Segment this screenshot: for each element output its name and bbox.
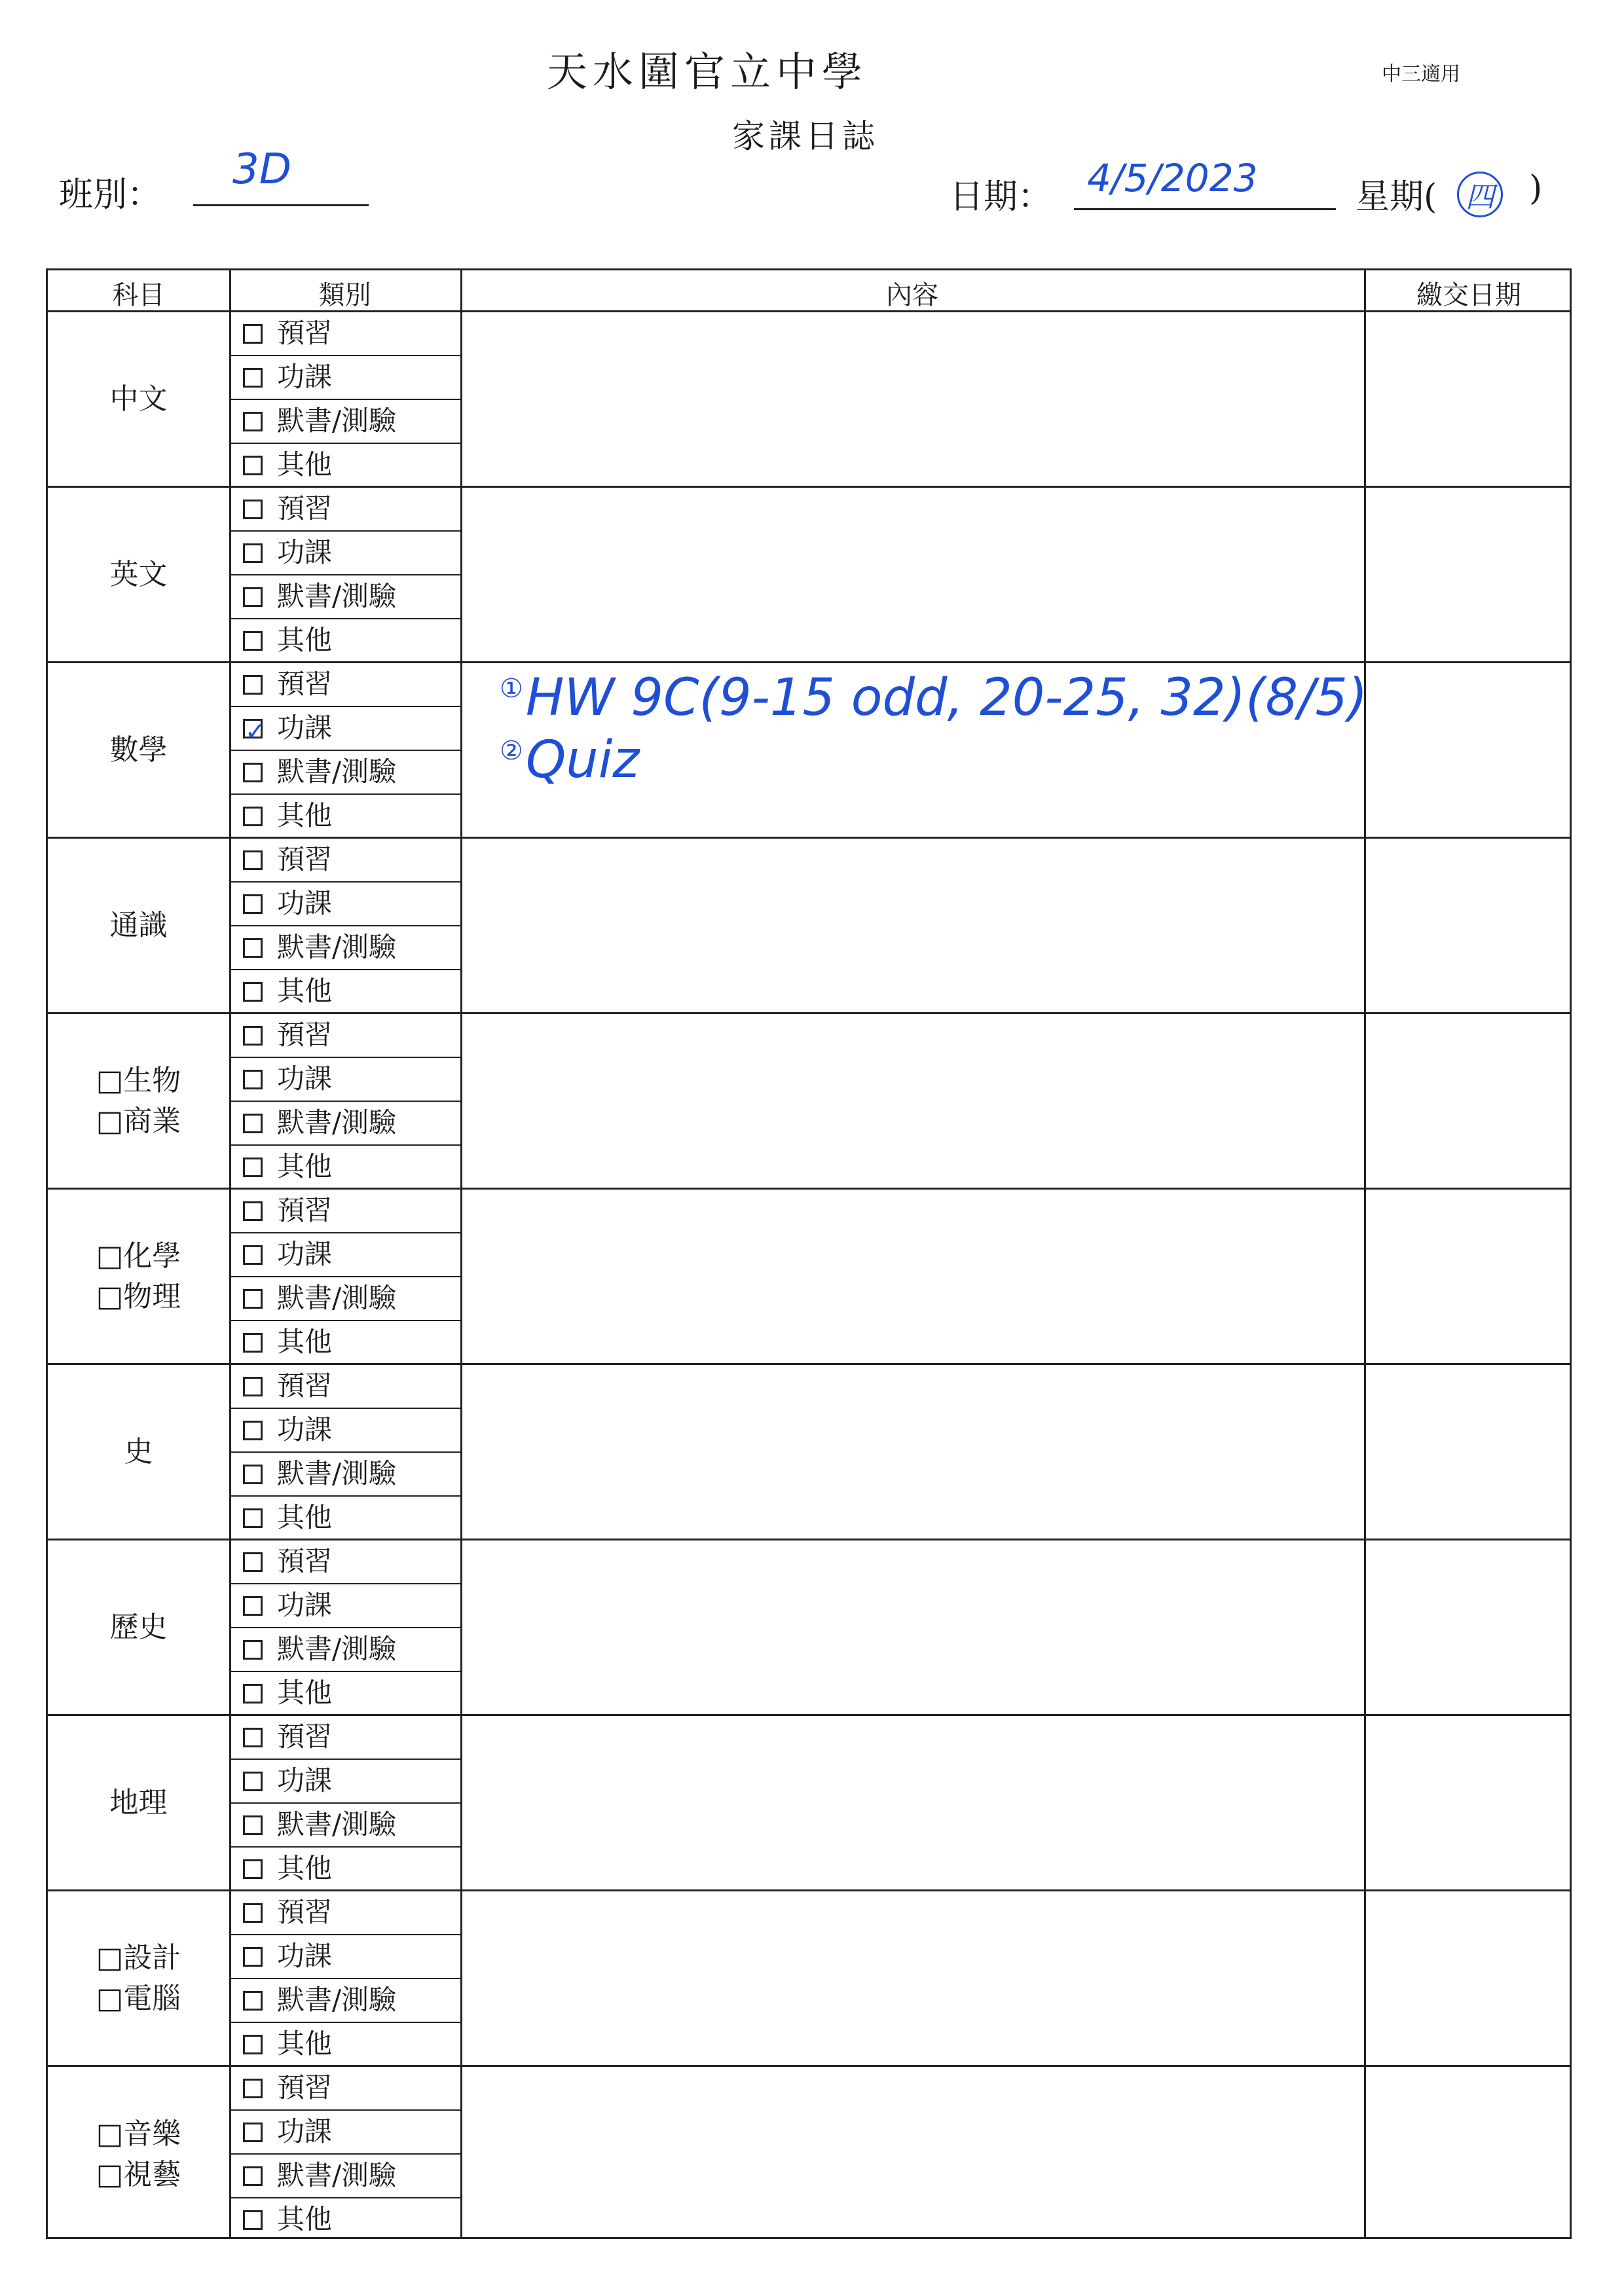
- category-label: 預習: [277, 1545, 333, 1577]
- category-label: 默書/測驗: [277, 1282, 397, 1314]
- item-number-marker: ①: [500, 674, 523, 704]
- category-option[interactable]: [231, 1233, 460, 1277]
- category-checkbox[interactable]: [243, 2035, 263, 2054]
- category-option[interactable]: [231, 970, 460, 1014]
- school-name: 天水圍官立中學: [546, 48, 868, 96]
- category-checkbox[interactable]: [243, 1772, 263, 1791]
- subject-name: 中文: [109, 382, 168, 416]
- category-label: 功課: [277, 1413, 333, 1446]
- category-label: 預習: [277, 843, 333, 875]
- category-option[interactable]: [231, 2111, 460, 2155]
- subject-name: 歷史: [109, 1610, 168, 1644]
- subject-cell: [48, 663, 229, 839]
- category-option[interactable]: [231, 1760, 460, 1804]
- header-subject: 科目: [112, 280, 165, 310]
- category-label: 其他: [277, 624, 333, 656]
- category-checkbox[interactable]: [243, 1333, 263, 1353]
- category-checkbox[interactable]: [243, 1859, 263, 1879]
- category-checkbox[interactable]: [243, 719, 263, 738]
- category-label: 其他: [277, 448, 333, 481]
- category-option[interactable]: [231, 1628, 460, 1672]
- category-label: 功課: [277, 536, 333, 568]
- category-label: 默書/測驗: [277, 931, 397, 963]
- category-checkbox[interactable]: [243, 1596, 263, 1616]
- table-header-row: [48, 270, 1570, 312]
- category-label: 預習: [277, 1019, 333, 1051]
- category-option[interactable]: [231, 2067, 460, 2111]
- category-option[interactable]: [231, 1848, 460, 1891]
- category-option[interactable]: [231, 2155, 460, 2198]
- category-label: 預習: [277, 1194, 333, 1226]
- weekday-close: ): [1529, 169, 1543, 208]
- category-label: 默書/測驗: [277, 1106, 397, 1139]
- category-checkbox[interactable]: [243, 894, 263, 914]
- category-label: 功課: [277, 1764, 333, 1796]
- category-label: 其他: [277, 1150, 333, 1182]
- category-checkbox[interactable]: [243, 763, 263, 782]
- category-label: 其他: [277, 1677, 333, 1709]
- category-checkbox[interactable]: [243, 1377, 263, 1396]
- class-underline: [193, 204, 369, 206]
- category-option[interactable]: [231, 1935, 460, 1979]
- category-option[interactable]: [231, 883, 460, 926]
- category-checkbox[interactable]: [243, 368, 263, 388]
- subject-name: 數學: [109, 733, 168, 767]
- category-checkbox[interactable]: [243, 1421, 263, 1440]
- header-content: 內容: [886, 280, 938, 310]
- subject-cell: [48, 1716, 229, 1891]
- category-option[interactable]: [231, 1277, 460, 1321]
- header-category: 類別: [318, 280, 371, 310]
- category-option[interactable]: [231, 1497, 460, 1540]
- category-label: 默書/測驗: [277, 1984, 397, 2016]
- category-option[interactable]: [231, 2023, 460, 2067]
- category-label: 功課: [277, 1063, 333, 1095]
- category-option[interactable]: [231, 1058, 460, 1102]
- content-entry[interactable]: [500, 668, 1367, 727]
- category-checkbox[interactable]: [243, 1289, 263, 1309]
- subject-cell: [48, 312, 229, 488]
- date-value[interactable]: 4/5/2023: [1087, 156, 1258, 200]
- category-checkbox[interactable]: [243, 1465, 263, 1484]
- category-checkbox[interactable]: [243, 1552, 263, 1572]
- category-checkbox[interactable]: [243, 1815, 263, 1835]
- category-option[interactable]: [231, 2198, 460, 2242]
- category-option[interactable]: [231, 663, 460, 707]
- subject-name: 史: [124, 1434, 153, 1468]
- category-option[interactable]: [231, 488, 460, 532]
- form-title: 家課日誌: [732, 117, 879, 155]
- category-label: 功課: [277, 1940, 333, 1972]
- category-checkbox[interactable]: [243, 1026, 263, 1046]
- weekday-value[interactable]: 四: [1457, 172, 1503, 217]
- category-option[interactable]: [231, 1891, 460, 1935]
- category-checkbox[interactable]: [243, 2079, 263, 2098]
- category-checkbox[interactable]: [243, 412, 263, 431]
- subject-name: 通識: [109, 908, 168, 942]
- homework-table: [46, 268, 1572, 2239]
- category-option[interactable]: [231, 444, 460, 488]
- category-option[interactable]: [231, 619, 460, 663]
- category-option[interactable]: [231, 575, 460, 619]
- category-label: 預習: [277, 317, 333, 349]
- category-label: 預習: [277, 1896, 333, 1928]
- category-checkbox[interactable]: [243, 631, 263, 651]
- category-checkbox[interactable]: [243, 1201, 263, 1221]
- content-entry[interactable]: [500, 731, 639, 790]
- category-option[interactable]: [231, 312, 460, 356]
- category-label: 其他: [277, 1501, 333, 1533]
- category-option[interactable]: [231, 356, 460, 400]
- category-checkbox[interactable]: [243, 1903, 263, 1923]
- weekday-label: 星期(: [1356, 177, 1437, 217]
- category-label: 預習: [277, 1370, 333, 1402]
- subject-name: □設計 □電腦: [96, 1941, 181, 2015]
- category-label: 默書/測驗: [277, 1457, 397, 1489]
- category-checkbox[interactable]: [243, 850, 263, 870]
- category-option[interactable]: [231, 532, 460, 575]
- category-label: 功課: [277, 361, 333, 393]
- category-label: 默書/測驗: [277, 756, 397, 788]
- category-option[interactable]: [231, 839, 460, 883]
- category-option[interactable]: [231, 1804, 460, 1848]
- category-label: 其他: [277, 799, 333, 831]
- category-label: 預習: [277, 1721, 333, 1753]
- category-option[interactable]: [231, 1979, 460, 2023]
- category-label: 其他: [277, 1326, 333, 1358]
- category-option[interactable]: [231, 1716, 460, 1760]
- subject-name: 英文: [109, 557, 168, 591]
- category-checkbox[interactable]: [243, 2210, 263, 2230]
- date-underline: [1074, 208, 1336, 210]
- category-option[interactable]: [231, 1540, 460, 1584]
- category-checkbox[interactable]: [243, 1991, 263, 2011]
- subject-cell: [48, 1540, 229, 1716]
- category-checkbox[interactable]: [243, 2166, 263, 2186]
- category-option[interactable]: [231, 1409, 460, 1453]
- category-checkbox[interactable]: [243, 587, 263, 607]
- category-checkbox[interactable]: [243, 500, 263, 519]
- category-checkbox[interactable]: [243, 938, 263, 958]
- header-due-date: 繳交日期: [1416, 280, 1521, 310]
- form-note: 中三適用: [1382, 63, 1460, 86]
- category-option[interactable]: [231, 1014, 460, 1058]
- category-checkbox[interactable]: [243, 1114, 263, 1133]
- category-option[interactable]: [231, 926, 460, 970]
- category-checkbox[interactable]: [243, 807, 263, 826]
- category-label: 默書/測驗: [277, 405, 397, 437]
- category-label: 預習: [277, 668, 333, 700]
- category-option[interactable]: [231, 400, 460, 444]
- subject-cell: [48, 839, 229, 1014]
- item-number-marker: ②: [500, 736, 523, 766]
- category-checkbox[interactable]: [243, 1684, 263, 1704]
- category-label: 默書/測驗: [277, 2159, 397, 2191]
- category-label: 其他: [277, 2203, 333, 2235]
- subject-cell: [48, 1891, 229, 2067]
- category-label: 預習: [277, 2071, 333, 2104]
- category-checkbox[interactable]: [243, 2123, 263, 2142]
- category-label: 默書/測驗: [277, 580, 397, 612]
- category-option[interactable]: [231, 1584, 460, 1628]
- class-value[interactable]: 3D: [232, 145, 291, 194]
- subject-cell: [48, 1365, 229, 1540]
- category-label: 功課: [277, 1589, 333, 1621]
- category-checkbox[interactable]: [243, 1157, 263, 1177]
- content-text: HW 9C(9-15 odd, 20-25, 32)(8/5): [525, 668, 1368, 727]
- category-option[interactable]: [231, 1672, 460, 1716]
- category-checkbox[interactable]: [243, 1070, 263, 1089]
- category-checkbox[interactable]: [243, 982, 263, 1002]
- date-label: 日期：: [950, 177, 1052, 217]
- category-label: 預習: [277, 492, 333, 524]
- category-option[interactable]: [231, 1102, 460, 1146]
- class-label: 班別：: [59, 175, 162, 215]
- subject-cell: [48, 488, 229, 663]
- category-option[interactable]: [231, 1146, 460, 1190]
- category-label: 功課: [277, 2115, 333, 2147]
- category-checkbox[interactable]: [243, 543, 263, 563]
- category-checkbox[interactable]: [243, 324, 263, 344]
- subject-cell: [48, 2067, 229, 2242]
- subject-cell: [48, 1014, 229, 1190]
- subject-name: □生物 □商業: [96, 1063, 181, 1138]
- category-checkbox[interactable]: [243, 1728, 263, 1747]
- category-option[interactable]: [231, 1365, 460, 1409]
- subject-name: 地理: [109, 1785, 168, 1819]
- category-label: 默書/測驗: [277, 1633, 397, 1665]
- category-label: 默書/測驗: [277, 1808, 397, 1840]
- content-text: Quiz: [525, 731, 640, 790]
- category-checkbox[interactable]: [243, 1640, 263, 1660]
- category-option[interactable]: [231, 707, 460, 751]
- category-option[interactable]: [231, 1321, 460, 1365]
- category-label: 功課: [277, 712, 333, 744]
- category-checkbox[interactable]: [243, 1508, 263, 1528]
- category-label: 其他: [277, 1852, 333, 1884]
- category-option[interactable]: [231, 1190, 460, 1233]
- category-option[interactable]: [231, 751, 460, 795]
- subject-cell: [48, 1190, 229, 1365]
- category-option[interactable]: [231, 795, 460, 839]
- subject-name: □音樂 □視藝: [96, 2117, 181, 2191]
- category-checkbox[interactable]: [243, 456, 263, 475]
- category-checkbox[interactable]: [243, 1947, 263, 1967]
- category-label: 功課: [277, 887, 333, 919]
- category-label: 其他: [277, 975, 333, 1007]
- category-label: 其他: [277, 2028, 333, 2060]
- category-option[interactable]: [231, 1453, 460, 1497]
- category-checkbox[interactable]: [243, 1245, 263, 1265]
- category-checkbox[interactable]: [243, 675, 263, 695]
- category-label: 功課: [277, 1238, 333, 1270]
- subject-name: □化學 □物理: [96, 1239, 181, 1313]
